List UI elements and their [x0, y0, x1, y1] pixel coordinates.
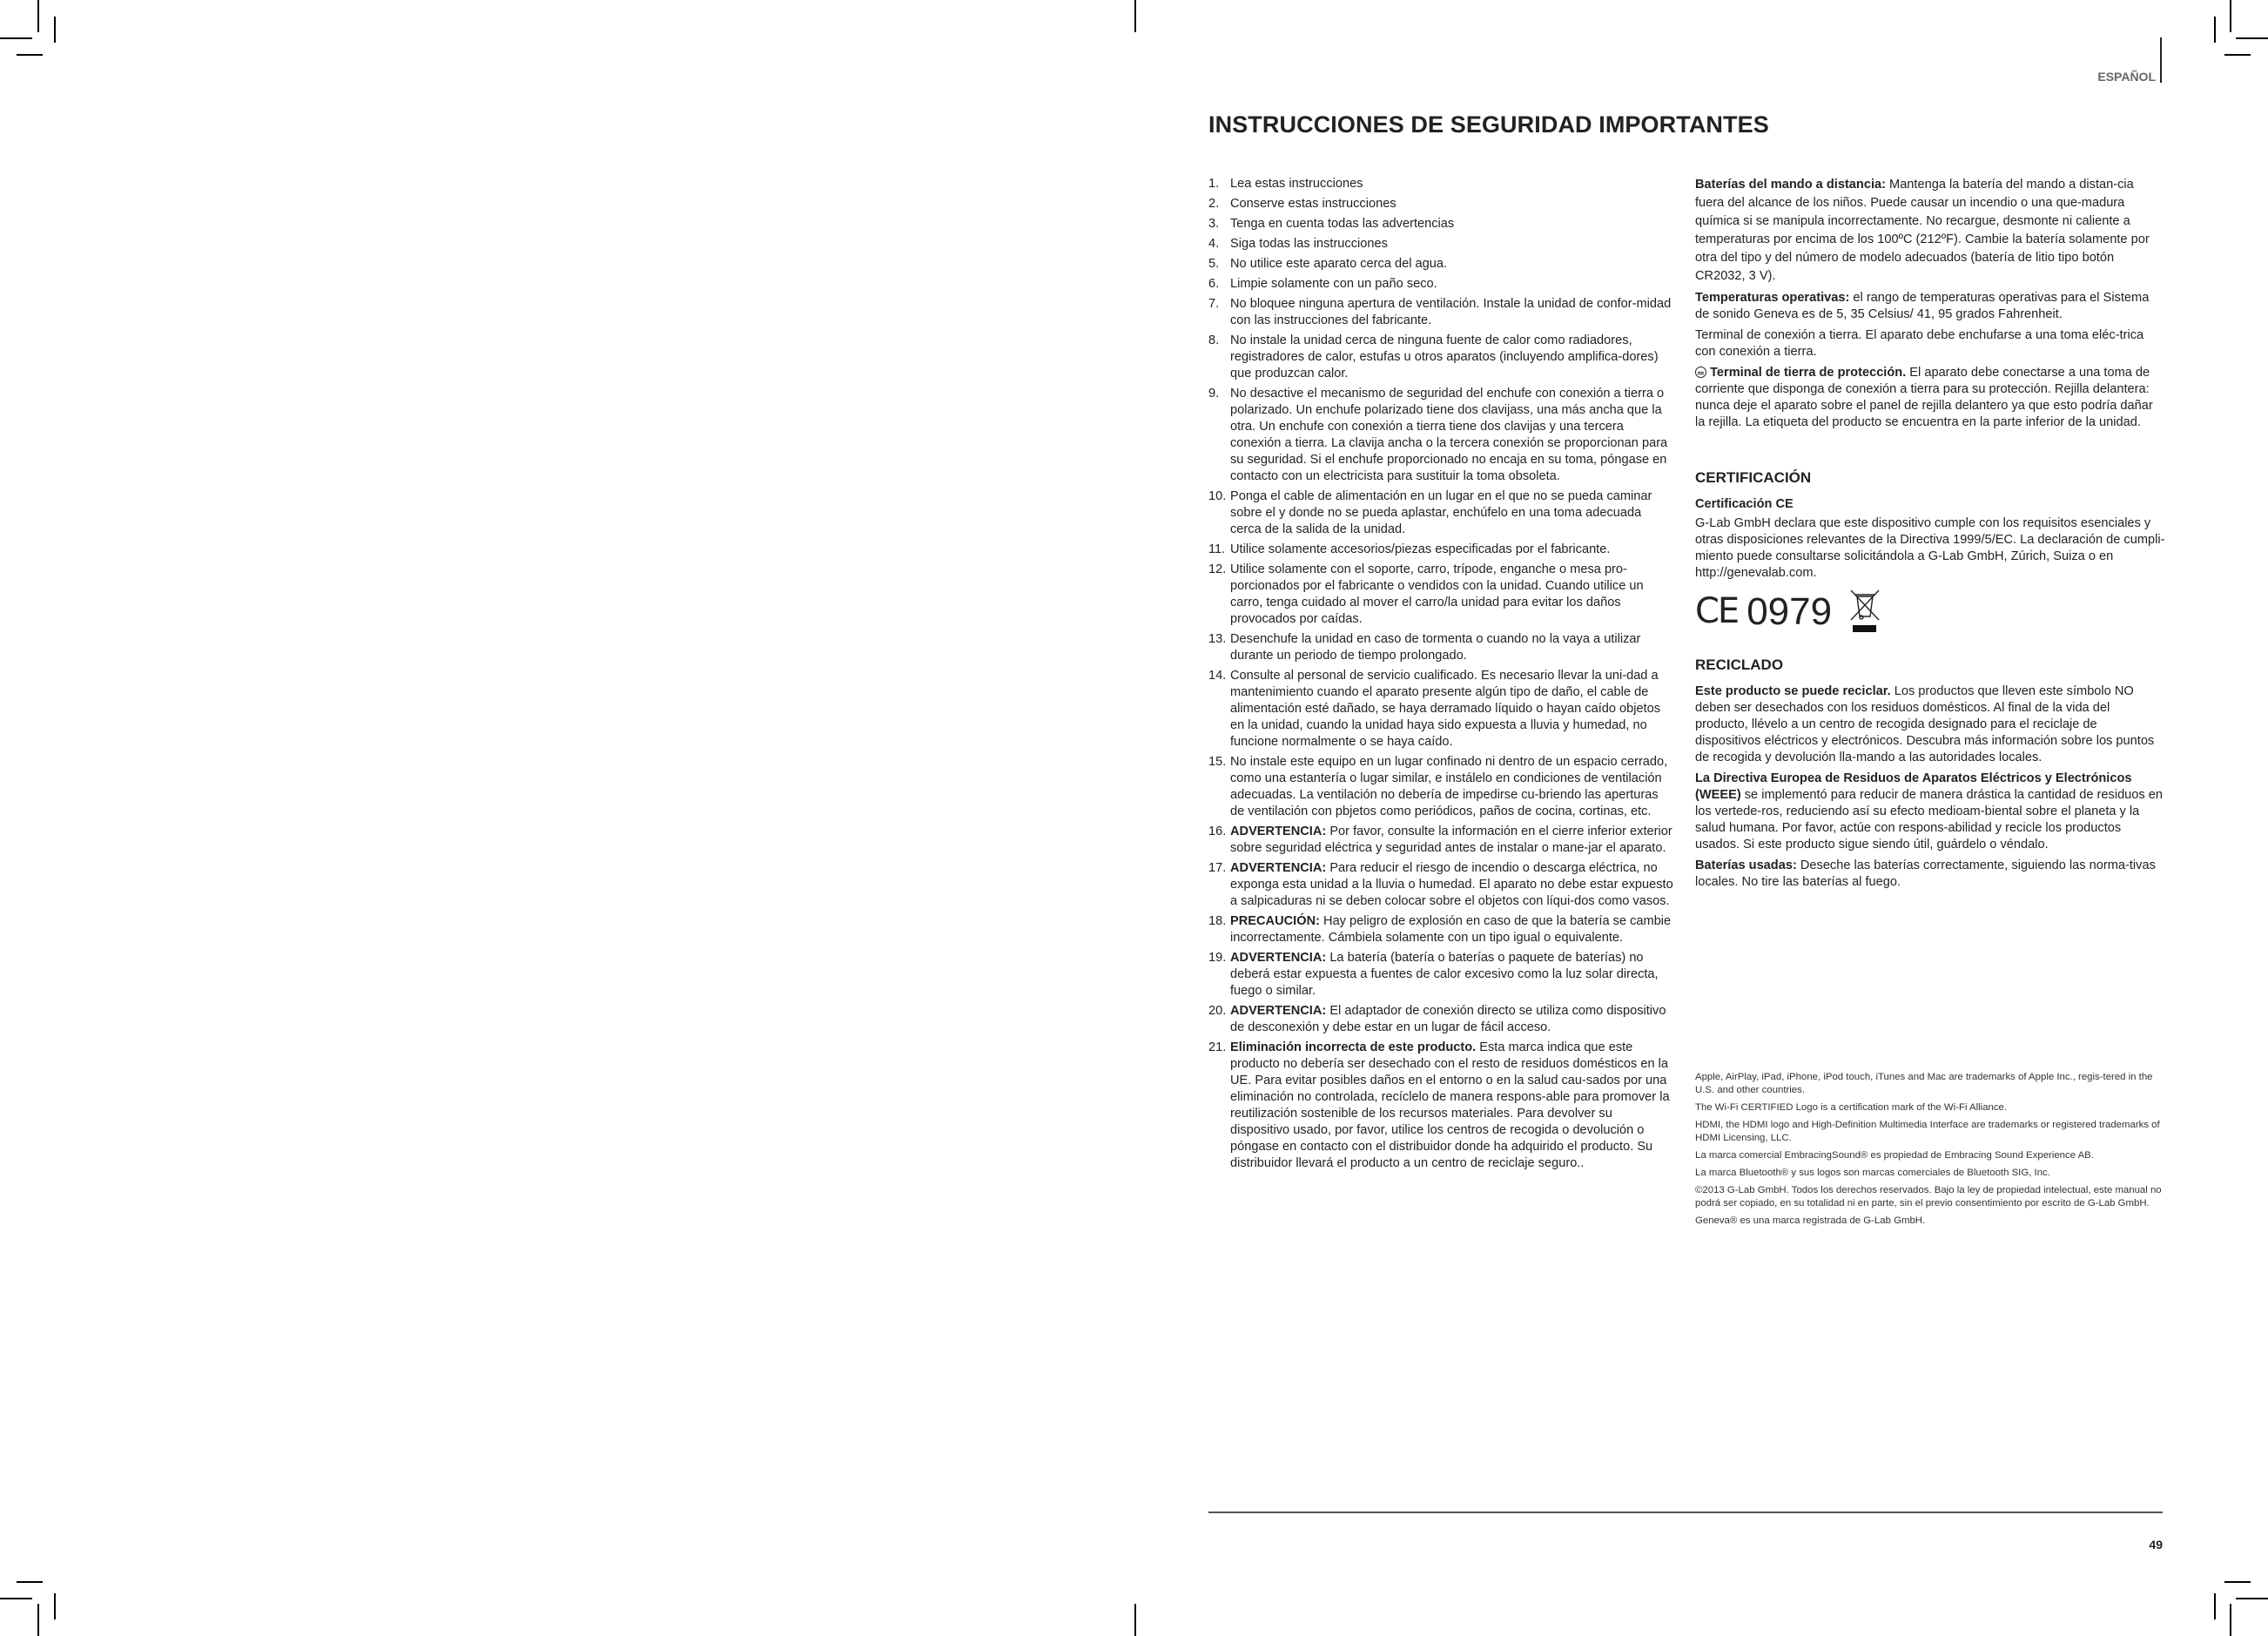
- instruction-item: [1208, 860, 1673, 910]
- item-number: 5.: [1208, 257, 1220, 271]
- item-text: [1230, 860, 1673, 910]
- item-text: [1230, 386, 1673, 485]
- instruction-item: [1208, 950, 1673, 1000]
- operating-temperatures-paragraph: [1695, 290, 2165, 323]
- bold-lead: Baterías del mando a distancia:: [1695, 178, 1886, 192]
- recycling-paragraph-weee: [1695, 771, 2165, 853]
- item-body: Limpie solamente con un paño seco.: [1230, 277, 1437, 291]
- item-number: 16.: [1208, 825, 1227, 838]
- item-text: [1230, 913, 1673, 946]
- instruction-item: [1208, 913, 1673, 946]
- bold-lead: ADVERTENCIA:: [1230, 825, 1327, 838]
- item-text: [1230, 1003, 1673, 1036]
- instruction-item: [1208, 196, 1673, 212]
- item-text: [1230, 668, 1673, 751]
- item-body: Para reducir el riesgo de incendio o descarga eléctrica, no exponga esta unidad a la lluvia o humedad. El aparato no debe estar expuesto a salpicaduras ni se deben colocar sobre el objetos con líqui-dos como vasos.: [1230, 861, 1673, 908]
- language-label: ESPAÑOL: [2097, 70, 2156, 84]
- item-text: [1230, 950, 1673, 1000]
- trademark-notice: Apple, AirPlay, iPad, iPhone, iPod touch, iTunes and Mac are trademarks of Apple Inc., regis-tered in the U.S. and other countries.: [1695, 1072, 2153, 1095]
- trademark-notices: [1695, 1071, 2165, 1232]
- instruction-item: [1208, 1040, 1673, 1172]
- instruction-item: [1208, 256, 1673, 273]
- instruction-item: [1208, 542, 1673, 558]
- item-text: [1230, 196, 1673, 212]
- bold-lead: Terminal de tierra de protección.: [1710, 366, 1907, 380]
- protective-earth-icon: [1695, 367, 1706, 378]
- item-body: Consulte al personal de servicio cualificado. Es necesario llevar la uni-dad a mantenimiento cuando el aparato presente algún tipo de daño, el cable de alimentación esté dañado, se haya derramado líquido o hayan caído objetos en la unidad, cuando la unidad haya sido expuesta a lluvia y humedad, no funcione normalmente o se haya caído.: [1230, 669, 1661, 749]
- language-rule: [2160, 37, 2162, 83]
- certification-text: G-Lab GmbH declara que este dispositivo cumple con los requisitos esenciales y otras disposiciones relevantes de la Directiva 1999/5/EC. La declaración de cumpli-miento puede consultarse solicitándola a G-Lab GmbH, Zúrich, Suiza o en http://genevalab.com.: [1695, 516, 2165, 580]
- paragraph-text: Los productos que lleven este símbolo NO deben ser desechados con los residuos domésticos. Al final de la vida del producto, llévelo a un centro de recogida designado para el reciclaje de dispositivos eléctricos y electrónicos. Descubra más información sobre los puntos de recogida y devolución lla-mando a las autoridades locales.: [1695, 684, 2155, 764]
- trademark-notice: The Wi-Fi CERTIFIED Logo is a certification mark of the Wi-Fi Alliance.: [1695, 1102, 2008, 1113]
- recycling-paragraph-1: [1695, 683, 2165, 766]
- bold-lead: Baterías usadas:: [1695, 858, 1797, 872]
- item-text: [1230, 236, 1673, 252]
- copyright-notice: ©2013 G-Lab GmbH. Todos los derechos reservados. Bajo la ley de propiedad intelectual, este manual no podrá ser copiado, en su totalidad ni en parte, sin el previo consentimiento por escrito de G-Lab GmbH.: [1695, 1185, 2162, 1208]
- item-body: No utilice este aparato cerca del agua.: [1230, 257, 1448, 271]
- item-body: No instale la unidad cerca de ninguna fuente de calor como radiadores, registradores de calor, estufas u otros aparatos (incluyendo amplifica-dores) que produzcan calor.: [1230, 333, 1659, 380]
- item-body: Por favor, consulte la información en el cierre inferior exterior sobre seguridad eléctrica y seguridad antes de instalar o mane-jar el aparato.: [1230, 825, 1672, 855]
- item-text: [1230, 216, 1673, 232]
- item-text: [1230, 256, 1673, 273]
- footer-rule: [1208, 1511, 2163, 1513]
- item-number: 11.: [1208, 542, 1226, 556]
- item-body: Tenga en cuenta todas las advertencias: [1230, 217, 1455, 231]
- bold-lead: Este producto se puede reciclar.: [1695, 684, 1891, 698]
- instruction-item: [1208, 668, 1673, 751]
- item-body: No desactive el mecanismo de seguridad del enchufe con conexión a tierra o polarizado. Un enchufe polarizado tiene dos clavijass, una más ancha que la otra. Un enchufe con conexión a tierra tiene dos clavijas y una tercera conexión a tierra. La clavija ancha o la tercera conexión se proporcionan para su seguridad. Si el enchufe proporcionado no encaja en su toma, póngase en contacto con un electricista para sustituir la toma obsoleta.: [1230, 387, 1668, 483]
- trademark-notice: HDMI, the HDMI logo and High-Definition Multimedia Interface are trademarks or registered trademarks of HDMI Licensing, LLC.: [1695, 1120, 2160, 1143]
- paragraph-text: el rango de temperaturas operativas para el Sistema de sonido Geneva es de 5, 35 Celsius/ 41, 95 grados Fahrenheit.: [1695, 291, 2150, 321]
- item-number: 3.: [1208, 217, 1220, 231]
- item-text: [1230, 176, 1673, 192]
- item-number: 9.: [1208, 387, 1220, 401]
- instruction-item: [1208, 276, 1673, 293]
- right-column: [1695, 176, 2165, 895]
- item-body: Conserve estas instrucciones: [1230, 197, 1396, 211]
- item-body: Ponga el cable de alimentación en un lugar en el que no se pueda caminar sobre el y donde no se pueda aplastar, enchúfelo en una toma adecuada cerca de la salida de la unidad.: [1230, 489, 1652, 536]
- item-number: 6.: [1208, 277, 1220, 291]
- item-number: 13.: [1208, 632, 1227, 646]
- bold-lead: Eliminación incorrecta de este producto.: [1230, 1040, 1477, 1054]
- item-number: 14.: [1208, 669, 1227, 683]
- item-body: No instale este equipo en un lugar confinado ni dentro de un espacio cerrado, como una estantería o lugar similar, e instálelo en condiciones de ventilación adecuadas. La ventilación no debería de impedirse cu-briendo las aperturas de ventilación con pbjetos como periódicos, paños de cocina, cortinas, etc.: [1230, 755, 1668, 818]
- item-body: Siga todas las instrucciones: [1230, 237, 1388, 251]
- weee-crossed-bin-icon: [1849, 589, 1881, 634]
- instruction-item: [1208, 216, 1673, 232]
- used-batteries-paragraph: [1695, 858, 2165, 891]
- item-number: 18.: [1208, 914, 1227, 928]
- bold-lead: La Directiva Europea de Residuos de Aparatos Eléctricos y Electrónicos (WEEE): [1695, 771, 2132, 802]
- instruction-item: [1208, 562, 1673, 628]
- recycling-heading: RECICLADO: [1695, 656, 1784, 673]
- item-text: [1230, 542, 1673, 558]
- item-text: [1230, 276, 1673, 293]
- item-number: 7.: [1208, 297, 1220, 311]
- item-number: 4.: [1208, 237, 1220, 251]
- paragraph-text: se implementó para reducir de manera drástica la cantidad de residuos en los vertede-ros, reduciendo así su efecto medioam-biental sobre el planeta y la salud humana. Por favor, actúe con respons-abilidad y recicle los productos usados. Si este producto sigue siendo útil, guárdelo o véndalo.: [1695, 788, 2163, 852]
- item-body: Utilice solamente accesorios/piezas especificadas por el fabricante.: [1230, 542, 1611, 556]
- item-number: 20.: [1208, 1004, 1227, 1018]
- instruction-item: [1208, 488, 1673, 538]
- item-text: [1230, 296, 1673, 329]
- certification-heading: CERTIFICACIÓN: [1695, 469, 1812, 486]
- item-body: Hay peligro de explosión en caso de que la batería se cambie incorrectamente. Cámbiela solamente con un tipo igual o equivalente.: [1230, 914, 1672, 945]
- instruction-item: [1208, 236, 1673, 252]
- page-number: 49: [2149, 1538, 2163, 1552]
- protective-ground-paragraph: [1695, 365, 2165, 431]
- item-number: 12.: [1208, 562, 1227, 576]
- item-text: [1230, 754, 1673, 820]
- trademark-notice: La marca Bluetooth® y sus logos son marcas comerciales de Bluetooth SIG, Inc.: [1695, 1168, 2050, 1178]
- instruction-item: [1208, 631, 1673, 664]
- bold-lead: PRECAUCIÓN:: [1230, 914, 1320, 928]
- bold-lead: ADVERTENCIA:: [1230, 1004, 1327, 1018]
- item-text: [1230, 333, 1673, 382]
- bold-lead: Temperaturas operativas:: [1695, 291, 1850, 305]
- instructions-column: [1208, 176, 1673, 1175]
- bold-lead: ADVERTENCIA:: [1230, 861, 1327, 875]
- item-number: 8.: [1208, 333, 1220, 347]
- ce-certification-subheading: Certificación CE: [1695, 497, 1794, 511]
- item-number: 19.: [1208, 951, 1227, 965]
- instruction-item: [1208, 386, 1673, 485]
- paragraph-text: Deseche las baterías correctamente, siguiendo las norma-tivas locales. No tire las baterías al fuego.: [1695, 858, 2156, 889]
- ce-notified-body-number: 0979: [1746, 589, 1833, 633]
- ground-terminal-paragraph: Terminal de conexión a tierra. El aparato debe enchufarse a una toma eléc-trica con conexión a tierra.: [1695, 328, 2144, 359]
- item-body: Desenchufe la unidad en caso de tormenta o cuando no la vaya a utilizar durante un periodo de tiempo prolongado.: [1230, 632, 1641, 663]
- item-number: 21.: [1208, 1040, 1227, 1054]
- item-body: El adaptador de conexión directo se utiliza como dispositivo de desconexión y debe estar en un lugar de fácil acceso.: [1230, 1004, 1666, 1034]
- trademark-notice: La marca comercial EmbracingSound® es propiedad de Embracing Sound Experience AB.: [1695, 1150, 2094, 1161]
- item-body: La batería (batería o baterías o paquete de baterías) no deberá estar expuesta a fuentes de calor excesivo como la luz solar directa, fuego o similar.: [1230, 951, 1659, 998]
- ce-mark-icon: CE: [1695, 590, 1739, 631]
- instruction-item: [1208, 176, 1673, 192]
- trademark-notice: Geneva® es una marca registrada de G-Lab GmbH.: [1695, 1215, 1926, 1226]
- item-number: 2.: [1208, 197, 1220, 211]
- instruction-item: [1208, 296, 1673, 329]
- item-number: 15.: [1208, 755, 1227, 769]
- instruction-item: [1208, 754, 1673, 820]
- certification-logos: [1695, 589, 2165, 633]
- instruction-item: [1208, 824, 1673, 857]
- item-text: [1230, 562, 1673, 628]
- item-text: [1230, 488, 1673, 538]
- item-body: Utilice solamente con el soporte, carro, trípode, enganche o mesa pro-porcionados por el fabricante o vendidos con la unidad. Cuando utilice un carro, tenga cuidado al mover el carro/la unidad para evitar los daños provocados por caídas.: [1230, 562, 1644, 626]
- item-text: [1230, 1040, 1673, 1172]
- item-text: [1230, 824, 1673, 857]
- instructions-list: [1208, 176, 1673, 1172]
- bold-lead: ADVERTENCIA:: [1230, 951, 1327, 965]
- item-number: 10.: [1208, 489, 1227, 503]
- item-body: Lea estas instrucciones: [1230, 177, 1363, 191]
- remote-batteries-paragraph: [1695, 176, 2165, 286]
- instruction-item: [1208, 333, 1673, 382]
- item-number: 1.: [1208, 177, 1220, 191]
- item-number: 17.: [1208, 861, 1227, 875]
- paragraph-text: Mantenga la batería del mando a distan-cia fuera del alcance de los niños. Puede causar un incendio o una que-madura química si se manipula incorrectamente. No recargue, desmonte ni caliente a temperaturas por encima de los 100ºC (212ºF). Cambie la batería solamente por otra del tipo y del número de modelo adecuados (batería de litio tipo botón CR2032, 3 V).: [1695, 178, 2150, 283]
- paragraph-text: El aparato debe conectarse a una toma de corriente que disponga de conexión a tierra para su protección. Rejilla delantera: nunca deje el aparato sobre el panel de rejilla delantero ya que esto podría dañar la rejilla. La etiqueta del producto se encuentra en la parte inferior de la unidad.: [1695, 366, 2153, 429]
- item-text: [1230, 631, 1673, 664]
- instruction-item: [1208, 1003, 1673, 1036]
- item-body: Esta marca indica que este producto no debería ser desechado con el resto de residuos domésticos en la UE. Para evitar posibles daños en el entorno o en la salud cau-sados por una eliminación no controlada, recíclelo de manera respons-able para promover la reutilización sostenible de los recursos materiales. Para devolver su dispositivo usado, por favor, utilice los centros de recogida o devolución o póngase en contacto con el distribuidor donde ha adquirido el producto. Su distribuidor llevará el producto a un centro de reciclaje seguro..: [1230, 1040, 1670, 1170]
- item-body: No bloquee ninguna apertura de ventilación. Instale la unidad de confor-midad con las instrucciones del fabricante.: [1230, 297, 1672, 327]
- page-title: INSTRUCCIONES DE SEGURIDAD IMPORTANTES: [1208, 111, 1769, 138]
